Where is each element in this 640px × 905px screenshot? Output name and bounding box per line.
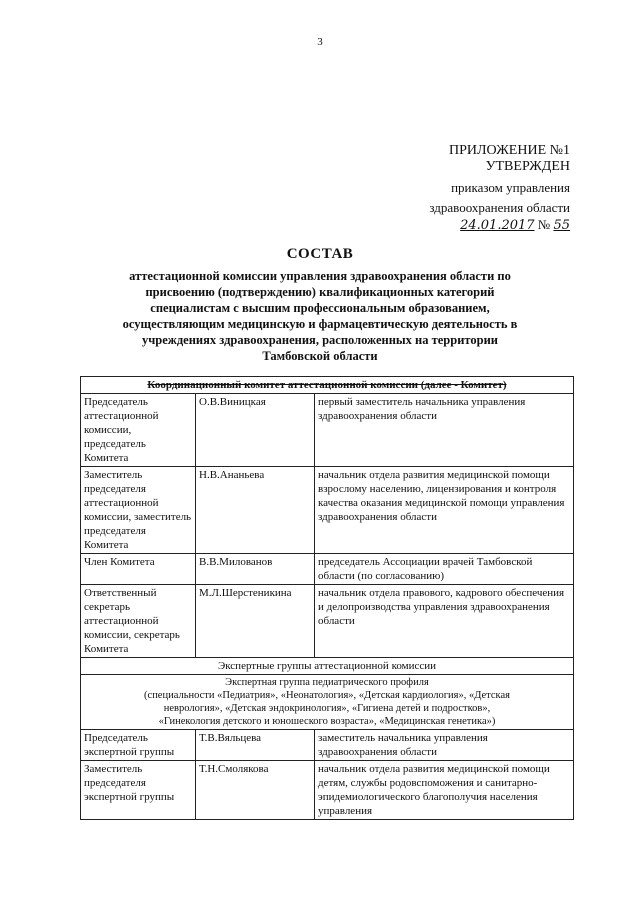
pediatric-profile	[81, 675, 574, 730]
member-position: заместитель начальника управления здравоохранения области	[315, 730, 574, 761]
order-line-2: здравоохранения области	[429, 200, 570, 215]
member-role: Заместитель председателя аттестационной комиссии, заместитель председателя Комитета	[81, 467, 196, 554]
table-row	[81, 554, 574, 585]
table-row	[81, 585, 574, 658]
table-row	[81, 467, 574, 554]
document-subtitle	[60, 268, 580, 364]
member-name: Н.В.Ананьева	[196, 467, 315, 554]
committee-header: Координационный комитет аттестационной комиссии (далее - Комитет)	[81, 377, 574, 394]
profile-line: (специальности «Педиатрия», «Неонатология», «Детская кардиология», «Детская	[144, 690, 510, 701]
profile-row	[81, 675, 574, 730]
member-name: Т.Н.Смолякова	[196, 761, 315, 820]
committee-header-row	[81, 377, 574, 394]
subtitle-line: учреждениях здравоохранения, расположенных на территории	[142, 333, 498, 347]
table-row	[81, 761, 574, 820]
order-number: 55	[553, 218, 570, 233]
document-title: СОСТАВ	[286, 246, 354, 262]
commission-table	[80, 376, 574, 820]
member-role: Член Комитета	[81, 554, 196, 585]
member-position: начальник отдела правового, кадрового обеспечения и делопроизводства управления здравоохранения области	[315, 585, 574, 658]
document-heading	[60, 246, 580, 364]
order-date: 24.01.2017	[460, 218, 535, 233]
member-role: Заместитель председателя экспертной группы	[81, 761, 196, 820]
profile-line: «Гинекология детского и юношеского возраста», «Медицинская генетика»)	[158, 716, 496, 727]
member-position: первый заместитель начальника управления здравоохранения области	[315, 394, 574, 467]
member-position: начальник отдела развития медицинской помощи взрослому населению, лицензирования и контроля качества оказания медицинской помощи управления здравоохранения области	[315, 467, 574, 554]
member-role: Ответственный секретарь аттестационной комиссии, секретарь Комитета	[81, 585, 196, 658]
order-date-number	[370, 217, 570, 234]
page-number: 3	[317, 36, 323, 48]
table-row	[81, 394, 574, 467]
subtitle-line: осуществляющим медицинскую и фармацевтическую деятельность в	[122, 317, 518, 331]
appendix-title: ПРИЛОЖЕНИЕ №1	[449, 143, 570, 158]
table-row	[81, 730, 574, 761]
member-position: председатель Ассоциации врачей Тамбовской области (по согласованию)	[315, 554, 574, 585]
member-role: Председатель аттестационной комиссии, председатель Комитета	[81, 394, 196, 467]
member-name: О.В.Виницкая	[196, 394, 315, 467]
expert-header-row	[81, 658, 574, 675]
profile-line: неврология», «Детская эндокринология», «Гигиена детей и подростков»,	[163, 703, 491, 714]
member-role: Председатель экспертной группы	[81, 730, 196, 761]
number-label: №	[537, 217, 551, 232]
profile-line: Экспертная группа педиатрического профиля	[225, 677, 429, 688]
subtitle-line: специалистам с высшим профессиональным образованием,	[150, 301, 490, 315]
expert-groups-header: Экспертные группы аттестационной комиссии	[81, 658, 574, 675]
subtitle-line: аттестационной комиссии управления здравоохранения области по	[129, 269, 511, 283]
member-name: Т.В.Вяльцева	[196, 730, 315, 761]
member-name: М.Л.Шерстеникина	[196, 585, 315, 658]
appendix-block	[370, 143, 570, 234]
member-position: начальник отдела развития медицинской помощи детям, службы родовспоможения и санитарно-эпидемиологического благополучия населения управления	[315, 761, 574, 820]
subtitle-line: присвоению (подтверждению) квалификационных категорий	[145, 285, 495, 299]
approved-label: УТВЕРЖДЕН	[485, 159, 570, 174]
order-line-1: приказом управления	[451, 180, 570, 195]
member-name: В.В.Милованов	[196, 554, 315, 585]
subtitle-line: Тамбовской области	[262, 349, 378, 363]
